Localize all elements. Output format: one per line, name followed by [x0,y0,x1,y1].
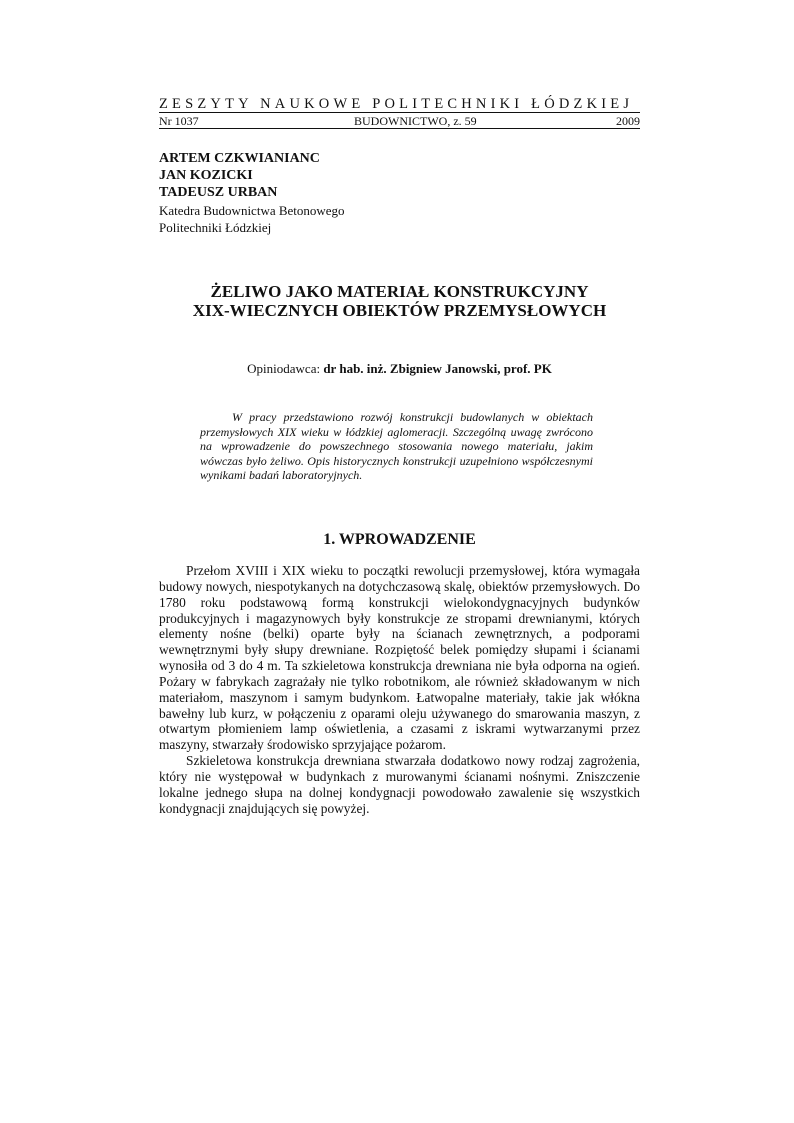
issue-number: Nr 1037 [159,114,199,128]
reviewer-label: Opiniodawca: [247,361,324,376]
journal-title: ZESZYTY NAUKOWE POLITECHNIKI ŁÓDZKIEJ [159,96,634,112]
issue-series: BUDOWNICTWO, z. 59 [354,114,477,128]
author-list [159,150,320,201]
author-name: TADEUSZ URBAN [159,185,278,200]
author-name: ARTEM CZKWIANIANC [159,151,320,166]
affiliation-line: Politechniki Łódzkiej [159,220,272,235]
paper-title-line: XIX-WIECZNYCH OBIEKTÓW PRZEMYSŁOWYCH [192,301,607,320]
section-body [159,563,640,817]
paper-title-line: ŻELIWO JAKO MATERIAŁ KONSTRUKCYJNY [210,282,589,301]
affiliation [159,202,345,236]
section-heading: 1. WPROWADZENIE [323,531,476,548]
author-name: JAN KOZICKI [159,168,253,183]
header-rule [159,112,640,113]
body-paragraph: Przełom XVIII i XIX wieku to początki rewolucji przemysłowej, która wymagała budowy nowych, niespotykanych na dotychczasową skalę, obiektów przemysłowych. Do 1780 roku podstawową formą konstrukcji wielokondygnacyjnych budynków produkcyjnych i magazynowych były konstrukcje ze stropami drewnianymi, których elementy nośne (belki) oparte były na ścianach zewnętrznych, a podporami wewnętrznymi były słupy drewniane. Rozpiętość belek pomiędzy słupami i ścianami wynosiła od 3 do 4 m. Ta szkieletowa konstrukcja drewniana nie była odporna na ogień. Pożary w fabrykach zagrażały nie tylko robotnikom, ale również składowanym w nich materiałom, maszynom i samym budynkom. Łatwopalne materiały, takie jak włókna bawełny lub kurz, w połączeniu z oparami oleju używanego do smarowania maszyn, z otwartym płomieniem lamp oświetlenia, a czasami z iskrami wytwarzanymi przez maszyny, stwarzały środowisko sprzyjające pożarom. [159,563,640,753]
affiliation-line: Katedra Budownictwa Betonowego [159,203,345,218]
paper-title [159,282,640,320]
reviewer-line [159,361,640,377]
reviewer-name: dr hab. inż. Zbigniew Janowski, prof. PK [323,361,552,376]
issue-rule [159,128,640,129]
issue-year: 2009 [616,114,640,128]
body-paragraph: Szkieletowa konstrukcja drewniana stwarzała dodatkowo nowy rodzaj zagrożenia, który nie występował w budynkach z murowanymi ścianami nośnymi. Zniszczenie lokalne jednego słupa na dolnej kondygnacji powodowało zawalenie się wszystkich kondygnacji znajdujących się powyżej. [159,753,640,816]
abstract: W pracy przedstawiono rozwój konstrukcji budowlanych w obiektach przemysłowych XIX wieku w łódzkiej aglomeracji. Szczególną uwagę zwrócono na wprowadzenie do powszechnego stosowania nowego materiału, jakim wówczas było żeliwo. Opis historycznych konstrukcji uzupełniono współczesnymi wynikami badań laboratoryjnych. [200,410,593,483]
